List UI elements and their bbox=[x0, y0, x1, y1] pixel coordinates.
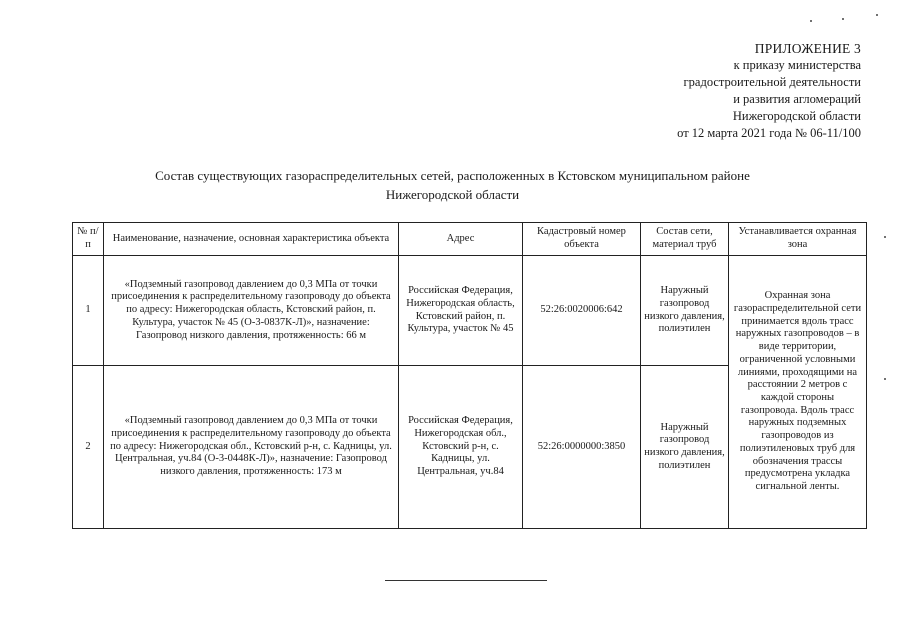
appendix-title: ПРИЛОЖЕНИЕ 3 bbox=[754, 41, 861, 56]
cell-number: 1 bbox=[73, 256, 104, 366]
cell-cadastral: 52:26:0020006:642 bbox=[523, 256, 641, 366]
cell-network: Наружный газопровод низкого давления, полиэтилен bbox=[641, 256, 729, 366]
column-header-address: Адрес bbox=[399, 223, 523, 256]
column-header-name: Наименование, назначение, основная характеристика объекта bbox=[104, 223, 399, 256]
table-header-row bbox=[73, 223, 867, 256]
document-title-line: Состав существующих газораспределительных сетей, расположенных в Кстовском муниципальном районе bbox=[155, 168, 750, 183]
cell-name: «Подземный газопровод давлением до 0,3 МПа от точки присоединения к распределительному газопроводу до объекта по адресу: Нижегородская область, Кстовский район, п. Культура, участок № 45 (О-3-0837К-Л)», назначение: Газопровод низкого давления, протяженность: 66 м bbox=[104, 256, 399, 366]
appendix-line: Нижегородской области bbox=[732, 109, 861, 123]
document-title-line: Нижегородской области bbox=[385, 187, 520, 202]
gas-network-table bbox=[72, 222, 867, 529]
scan-speck bbox=[884, 236, 886, 238]
document-title bbox=[60, 166, 845, 204]
cell-zone: Охранная зона газораспределительной сети принимается вдоль трасс наружных газопроводов – в виде территории, ограниченной условными линиями, проходящими на расстоянии 2 метров с каждой стороны газопровода. Вдоль трасс наружных подземных газопроводов из полиэтиленовых труб для обозначения трассы предусмотрена укладка сигнальной ленты. bbox=[729, 256, 867, 529]
column-header-number: № п/п bbox=[73, 223, 104, 256]
scan-speck bbox=[884, 378, 886, 380]
cell-cadastral: 52:26:0000000:3850 bbox=[523, 366, 641, 529]
appendix-header bbox=[677, 40, 861, 142]
scan-speck bbox=[876, 14, 878, 16]
table-row bbox=[73, 256, 867, 366]
appendix-line: градостроительной деятельности bbox=[683, 75, 861, 89]
column-header-network: Состав сети, материал труб bbox=[641, 223, 729, 256]
appendix-line: и развития агломераций bbox=[733, 92, 861, 106]
appendix-line: от 12 марта 2021 года № 06-11/100 bbox=[677, 126, 861, 140]
scan-speck bbox=[810, 20, 812, 22]
column-header-zone: Устанавливается охранная зона bbox=[729, 223, 867, 256]
appendix-line: к приказу министерства bbox=[733, 58, 861, 72]
cell-number: 2 bbox=[73, 366, 104, 529]
scan-speck bbox=[842, 18, 844, 20]
cell-name: «Подземный газопровод давлением до 0,3 МПа от точки присоединения к распределительному газопроводу до объекта по адресу: Нижегородская обл., Кстовский р-н, с. Кадницы, ул. Центральная, уч.84 (О-3-0448К-Л)», назначение: Газопровод низкого давления, протяженность: 173 м bbox=[104, 366, 399, 529]
cell-network: Наружный газопровод низкого давления, полиэтилен bbox=[641, 366, 729, 529]
column-header-cadastral: Кадастровый номер объекта bbox=[523, 223, 641, 256]
cell-address: Российская Федерация, Нижегородская область, Кстовский район, п. Культура, участок № 45 bbox=[399, 256, 523, 366]
cell-address: Российская Федерация, Нижегородская обл., Кстовский р-н, с. Кадницы, ул. Центральная, уч.84 bbox=[399, 366, 523, 529]
bottom-divider bbox=[385, 580, 547, 581]
